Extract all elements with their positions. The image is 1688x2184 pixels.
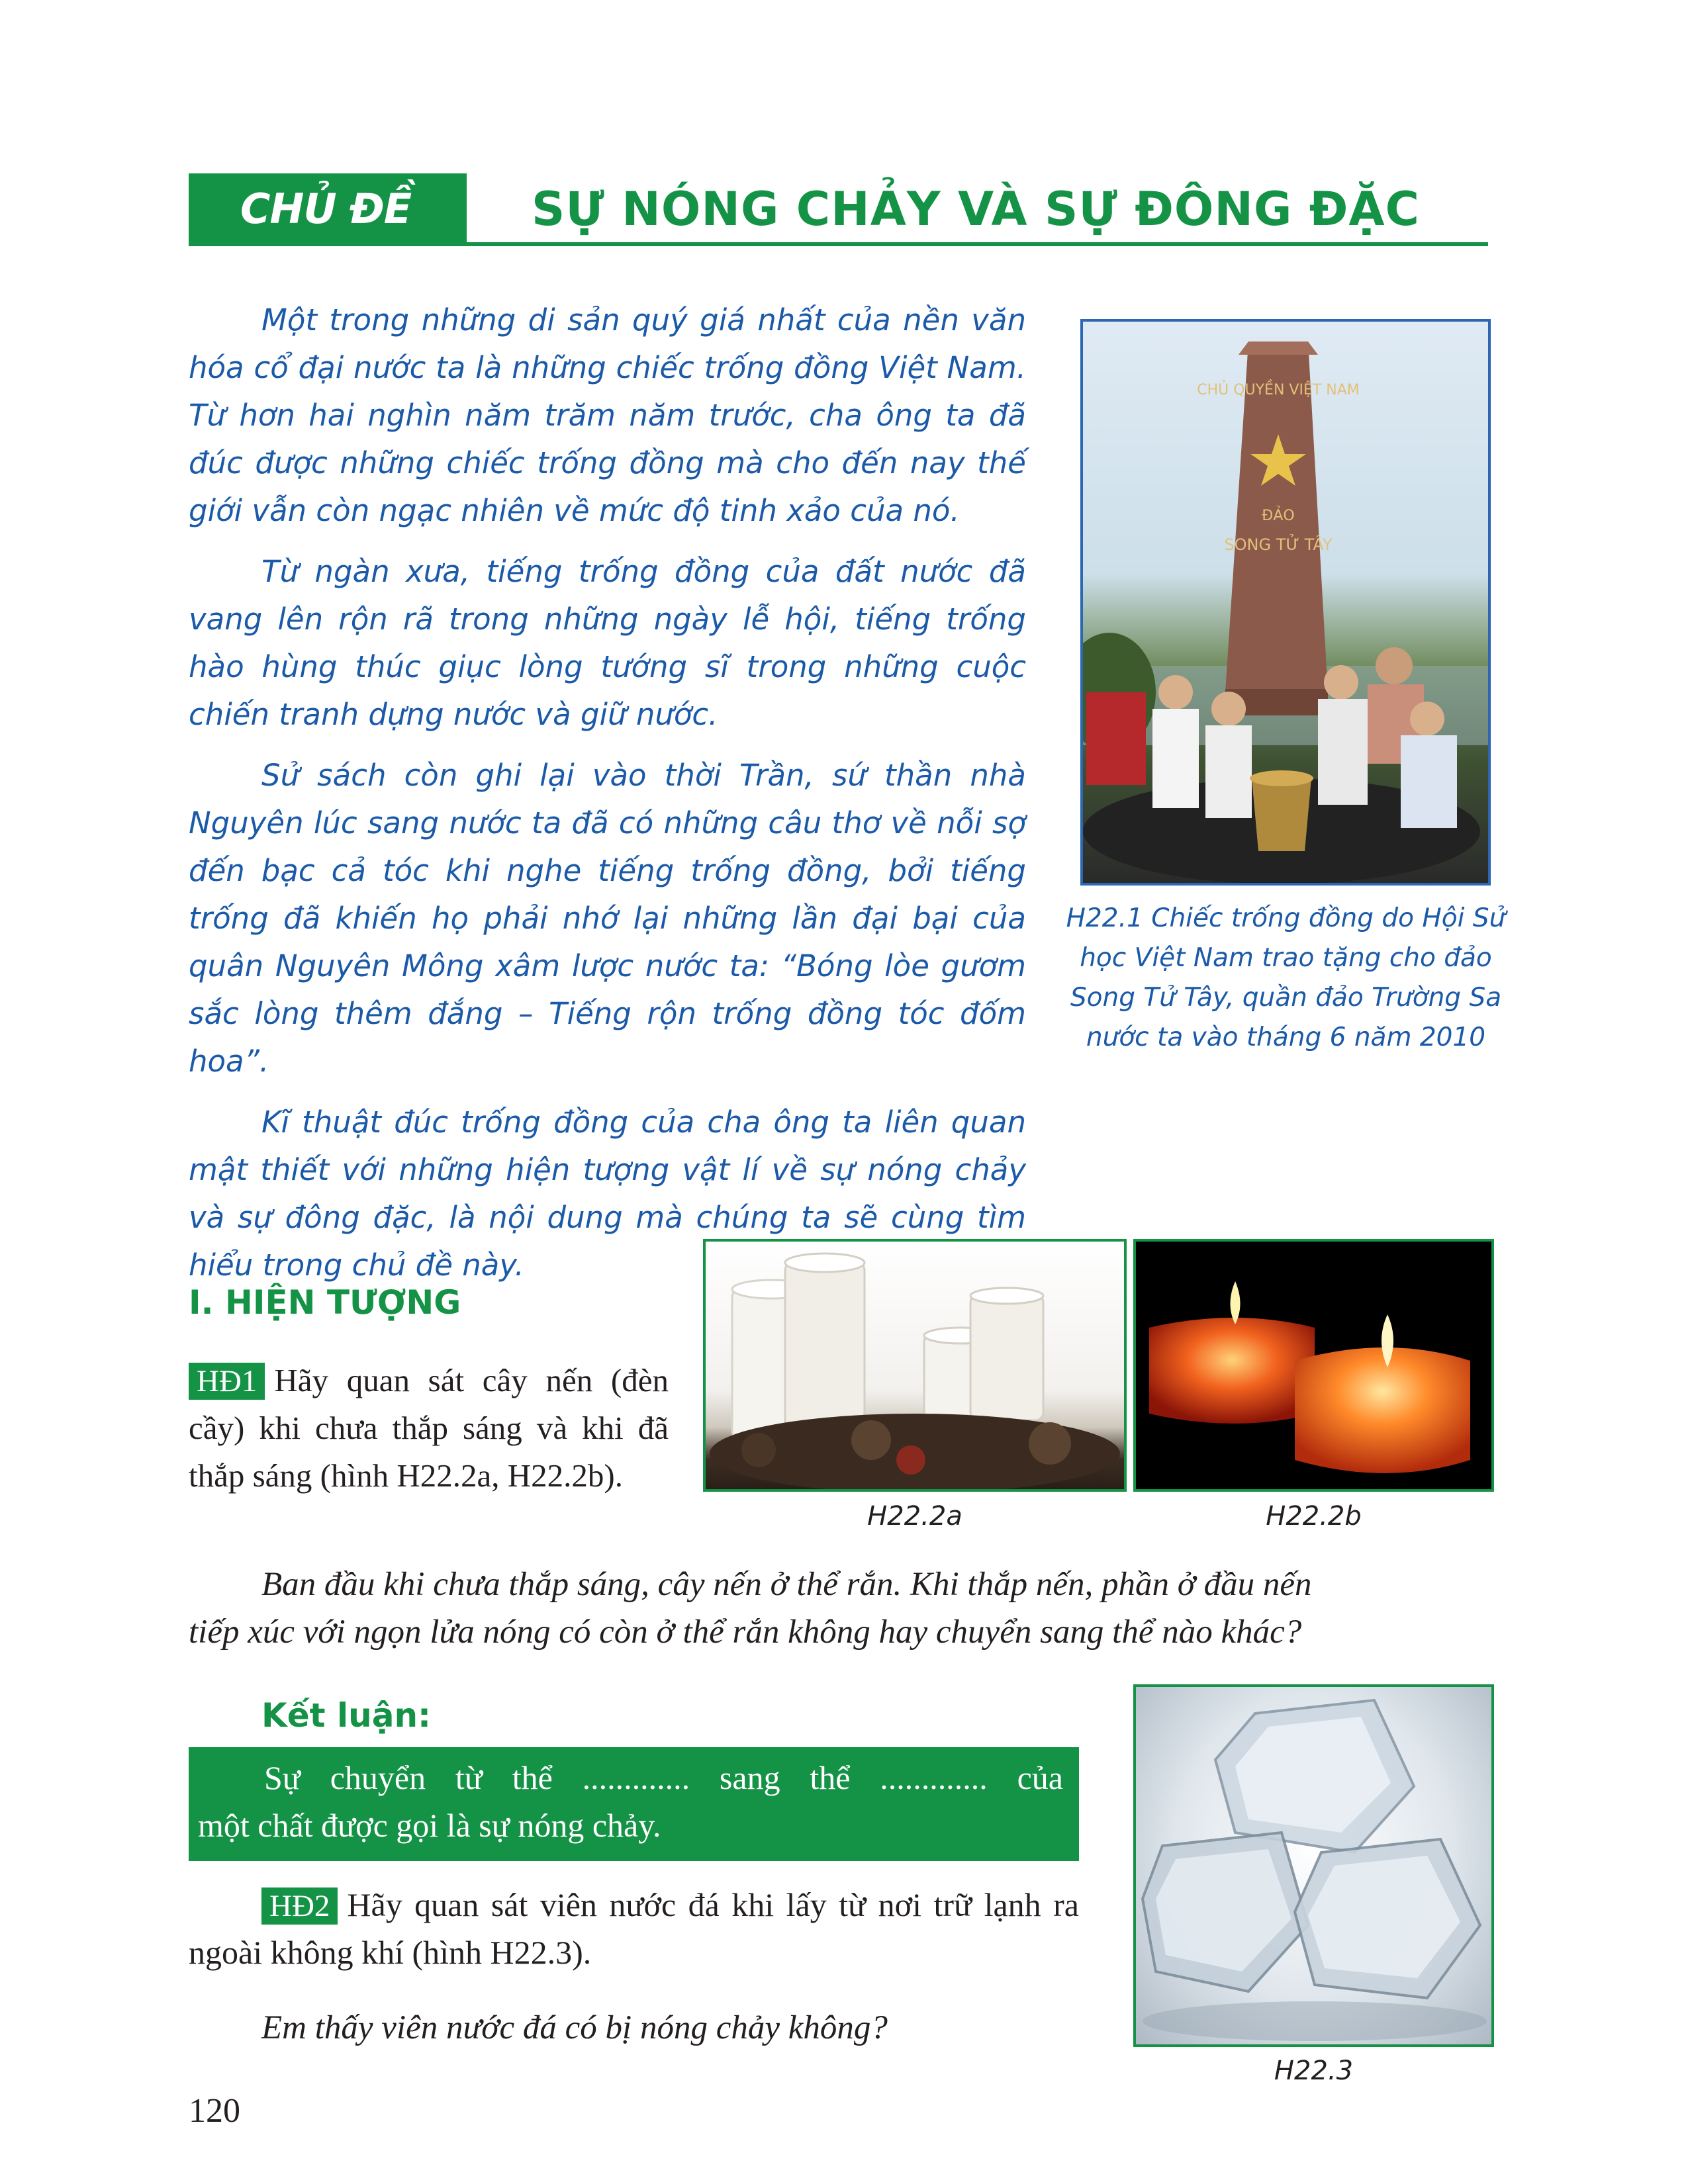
activity-text: Hãy quan sát viên nước đá khi lấy từ nơi trữ lạnh ra ngoài không khí (hình H22.3). xyxy=(189,1886,1079,1971)
figure-label-h22-3: H22.3 xyxy=(1274,2056,1354,2086)
lit-candles-illustration xyxy=(1136,1242,1491,1489)
section-heading: I. HIỆN TƯỢNG xyxy=(189,1283,461,1322)
topic-tag: CHỦ ĐỀ 22 xyxy=(189,173,467,245)
page-number: 120 xyxy=(189,2092,240,2130)
drum-monument-illustration xyxy=(1083,322,1488,883)
conclusion-line: Sự chuyển từ thể ............. sang thể ............. của xyxy=(264,1759,1063,1796)
activity-hd2 xyxy=(189,1881,1079,1976)
activity-text: Hãy quan sát cây nến (đèn cầy) khi chưa thắp sáng và khi đã thắp sáng (hình H22.2a, H22.2b). xyxy=(189,1362,669,1494)
conclusion-label: Kết luận: xyxy=(261,1696,432,1735)
monument-text-top: CHỦ QUYỀN VIỆT NAM xyxy=(1197,382,1360,398)
question-line: Ban đầu khi chưa thắp sáng, cây nến ở thể rắn. Khi thắp nến, phần ở đầu nến xyxy=(261,1566,1312,1603)
intro-paragraph: Một trong những di sản quý giá nhất của nền văn hóa cổ đại nước ta là những chiếc trống đồng Việt Nam. Từ hơn hai nghìn năm trăm năm trước, cha ông ta đã đúc được những chiếc trống đồng mà cho đến nay thế giới vẫn còn ngạc nhiên về mức độ tinh xảo của nó. xyxy=(189,302,1026,528)
monument-text-mid: ĐẢO xyxy=(1262,508,1295,524)
ice-cubes-illustration xyxy=(1136,1687,1491,2044)
activity-badge: HĐ2 xyxy=(261,1888,338,1925)
monument-text-name: SONG TỬ TÂY xyxy=(1224,535,1333,554)
intro-paragraph: Từ ngàn xưa, tiếng trống đồng của đất nước đã vang lên rộn rã trong những ngày lễ hội, tiếng trống hào hùng thúc giục lòng tướng sĩ trong những cuộc chiến tranh dựng nước và giữ nước. xyxy=(189,554,1026,732)
intro-text xyxy=(189,296,1026,1302)
activity-hd1 xyxy=(189,1357,669,1500)
intro-paragraph: Kĩ thuật đúc trống đồng của cha ông ta liên quan mật thiết với những hiện tượng vật lí về sự nóng chảy và sự đông đặc, là nội dung mà chúng ta sẽ cùng tìm hiểu trong chủ đề này. xyxy=(189,1105,1026,1283)
conclusion-line: một chất được gọi là sự nóng chảy. xyxy=(198,1807,661,1844)
unlit-candles-illustration xyxy=(706,1242,1124,1489)
drum-monument-photo xyxy=(1080,319,1491,886)
chapter-title: SỰ NÓNG CHẢY VÀ SỰ ĐÔNG ĐẶC xyxy=(532,182,1420,236)
question-line: tiếp xúc với ngọn lửa nóng có còn ở thể rắn không hay chuyển sang thể nào khác? xyxy=(189,1614,1302,1651)
question-candle xyxy=(189,1561,1488,1656)
conclusion-box xyxy=(189,1747,1079,1861)
figure-label-h22-2a: H22.2a xyxy=(867,1501,962,1531)
figure-label-h22-2b: H22.2b xyxy=(1266,1501,1362,1531)
lit-candles-photo xyxy=(1133,1239,1494,1492)
activity-badge: HĐ1 xyxy=(189,1363,265,1400)
ice-cubes-photo xyxy=(1133,1684,1494,2047)
question-ice: Em thấy viên nước đá có bị nóng chảy không? xyxy=(261,2009,888,2046)
intro-paragraph: Sử sách còn ghi lại vào thời Trần, sứ thần nhà Nguyên lúc sang nước ta đã có những câu thơ về nỗi sợ đến bạc cả tóc khi nghe tiếng trống đồng, bởi tiếng trống đã khiến họ phải nhớ lại những lần đại bại của quân Nguyên Mông xâm lược nước ta: “Bóng lòe gươm sắc lòng thêm đắng – Tiếng rộn trống đồng tóc đốm hoa”. xyxy=(189,758,1026,1079)
figure-caption-h22-1: H22.1 Chiếc trống đồng do Hội Sử học Việt Nam trao tặng cho đảo Song Tử Tây, quần đảo Trường Sa nước ta vào tháng 6 năm 2010 xyxy=(1066,903,1506,1052)
unlit-candles-photo xyxy=(703,1239,1127,1492)
